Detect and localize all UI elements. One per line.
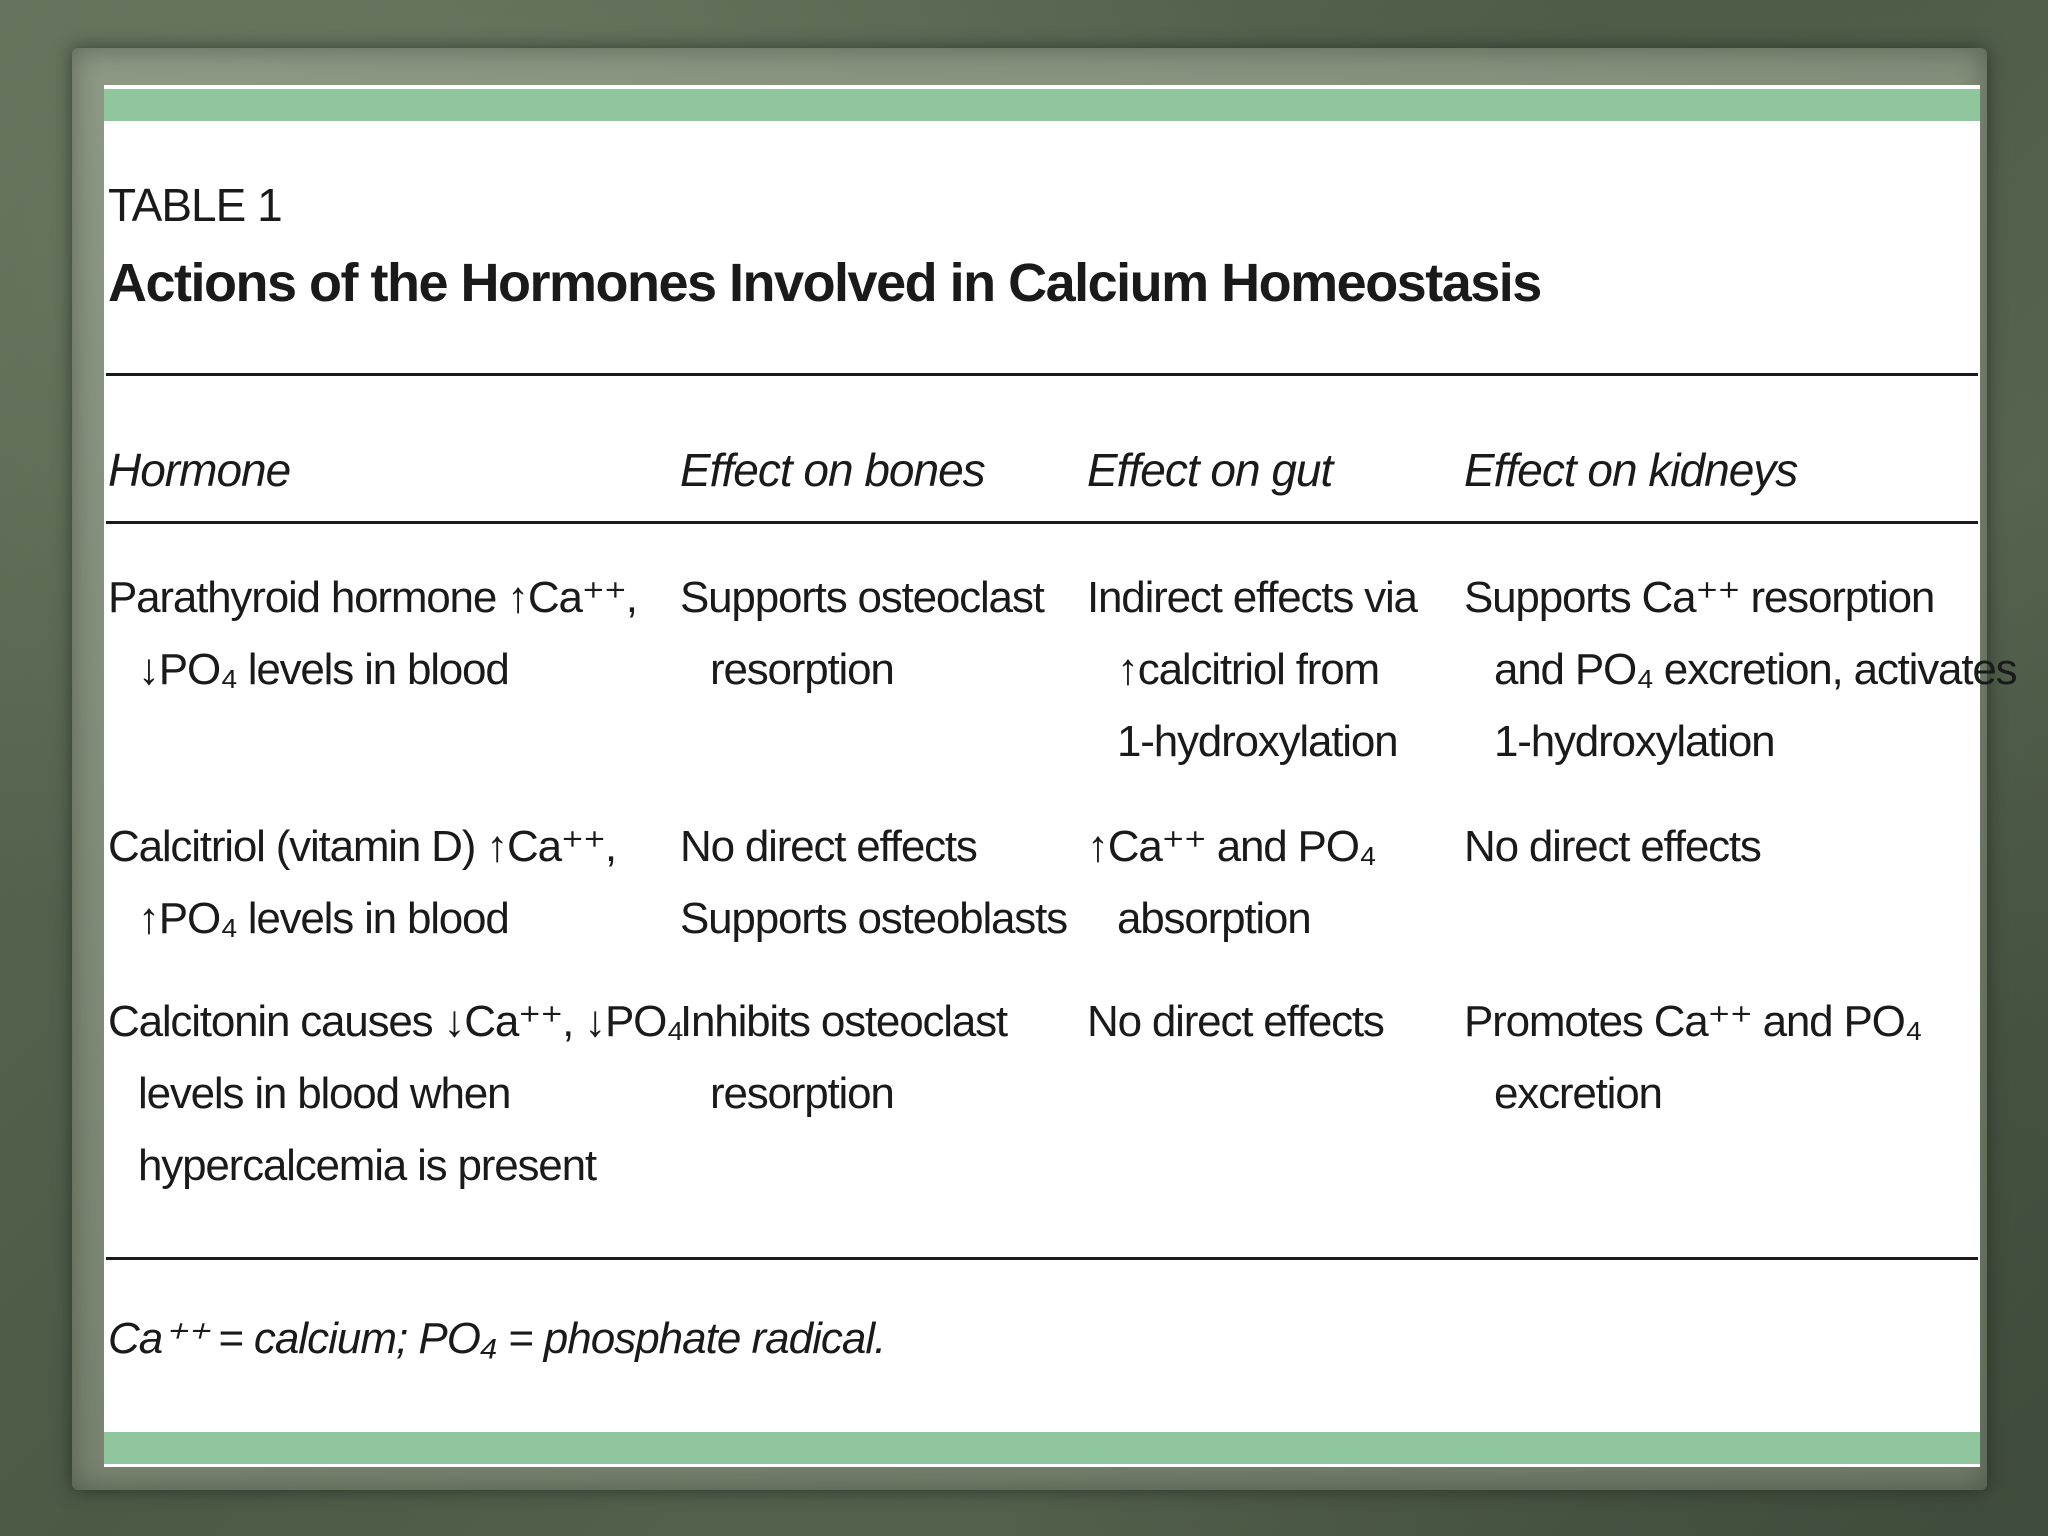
cell-line: Promotes Ca⁺⁺ and PO₄: [1464, 997, 1922, 1046]
cell-line: ↑Ca⁺⁺ and PO₄: [1087, 822, 1376, 871]
cell-line: No direct effects: [1087, 997, 1384, 1046]
cell-line: 1-hydroxylation: [1494, 717, 1775, 766]
column-header-bones: Effect on bones: [680, 444, 985, 496]
column-header-gut: Effect on gut: [1087, 444, 1333, 496]
header-rule: [106, 521, 1978, 524]
column-header-kidneys: Effect on kidneys: [1464, 444, 1798, 496]
cell-line: Supports osteoclast: [680, 573, 1044, 622]
cell-bones-calcitriol: [680, 811, 1067, 955]
column-header-hormone: Hormone: [108, 444, 291, 496]
top-accent-bar: [104, 89, 1980, 121]
cell-line: excretion: [1494, 1069, 1662, 1118]
cell-line: ↑PO₄ levels in blood: [138, 894, 509, 943]
cell-line: 1-hydroxylation: [1117, 717, 1398, 766]
cell-gut-calcitriol: [1087, 811, 1376, 955]
cell-line: Calcitriol (vitamin D) ↑Ca⁺⁺,: [108, 822, 616, 871]
cell-line: levels in blood when: [138, 1069, 511, 1118]
cell-line: hypercalcemia is present: [138, 1141, 596, 1190]
bottom-accent-bar: [104, 1432, 1980, 1464]
bottom-rule: [106, 1257, 1978, 1260]
cell-line: Calcitonin causes ↓Ca⁺⁺, ↓PO₄: [108, 997, 683, 1046]
table-title: Actions of the Hormones Involved in Calcium Homeostasis: [108, 253, 1541, 313]
cell-bones-calcitonin: [680, 986, 1007, 1130]
cell-line: No direct effects: [680, 822, 977, 871]
cell-line: Parathyroid hormone ↑Ca⁺⁺,: [108, 573, 637, 622]
table-sheet: [104, 85, 2017, 1467]
cell-line: Indirect effects via: [1087, 573, 1417, 622]
cell-line: ↑calcitriol from: [1117, 645, 1379, 694]
cell-line: and PO₄ excretion, activates: [1494, 645, 2017, 694]
cell-line: Supports osteoblasts: [680, 894, 1067, 943]
cell-hormone-calcitriol: [108, 811, 616, 955]
cell-line: Supports Ca⁺⁺ resorption: [1464, 573, 1935, 622]
table-footnote: Ca⁺⁺ = calcium; PO₄ = phosphate radical.: [108, 1314, 886, 1363]
cell-bones-pth: [680, 562, 1044, 706]
cell-kidneys-calcitonin: [1464, 986, 1921, 1130]
cell-line: absorption: [1117, 894, 1311, 943]
cell-gut-pth: [1087, 562, 1417, 778]
cell-gut-calcitonin: [1087, 986, 1384, 1058]
cell-line: resorption: [710, 645, 894, 694]
cell-hormone-pth: [108, 562, 637, 706]
cell-line: Inhibits osteoclast: [680, 997, 1007, 1046]
cell-hormone-calcitonin: [108, 986, 683, 1202]
cell-kidneys-pth: [1464, 562, 2016, 778]
cell-line: No direct effects: [1464, 822, 1761, 871]
top-rule: [106, 373, 1978, 376]
cell-line: resorption: [710, 1069, 894, 1118]
cell-kidneys-calcitriol: [1464, 811, 1761, 883]
table-label: TABLE 1: [108, 179, 282, 231]
cell-line: ↓PO₄ levels in blood: [138, 645, 509, 694]
